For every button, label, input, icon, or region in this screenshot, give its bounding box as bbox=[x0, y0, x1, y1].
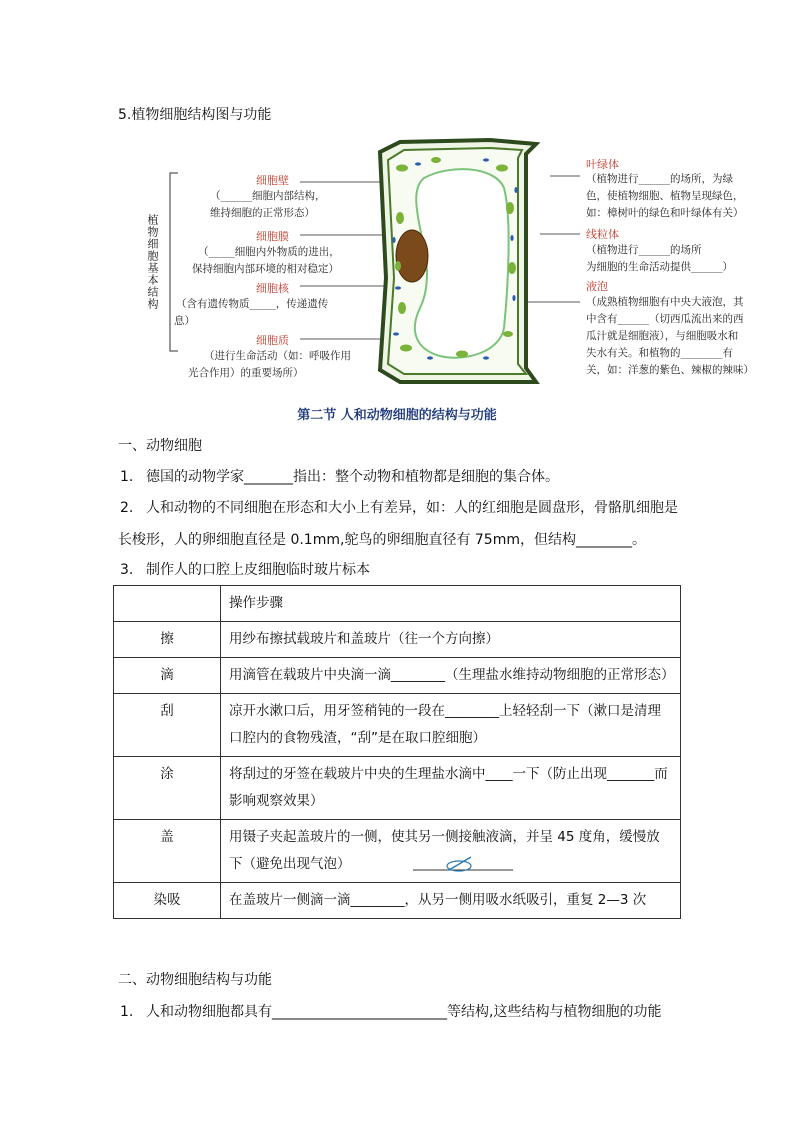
step-name: 染吸 bbox=[114, 883, 221, 919]
desc-cell-wall-1: （______细胞内部结构， bbox=[210, 190, 326, 202]
step-desc: 将刮过的牙签在载玻片中央的生理盐水滴中____一下（防止出现_______而影响观察效果） bbox=[221, 757, 681, 820]
table-header-cell bbox=[114, 586, 221, 622]
step-name: 涂 bbox=[114, 757, 221, 820]
vertical-label: 植物细胞基本结构 bbox=[146, 214, 159, 310]
desc-chloroplast-3: 如：樟树叶的绿色和叶绿体有关） bbox=[586, 207, 744, 219]
table-row bbox=[114, 757, 681, 820]
label-cell-membrane: 细胞膜 bbox=[256, 230, 289, 243]
desc-cell-wall-2: 维持细胞的正常形态） bbox=[210, 207, 315, 219]
desc-mitochondria-2: 为细胞的生命活动提供______） bbox=[586, 261, 733, 273]
desc-vacuole-4: 失水有关。和植物的________有 bbox=[586, 347, 733, 359]
step-desc-cell bbox=[221, 820, 681, 883]
desc-vacuole-1: （成熟植物细胞有中央大液泡，其 bbox=[586, 296, 744, 308]
step-name: 擦 bbox=[114, 622, 221, 658]
item-1-num: 1. bbox=[120, 469, 134, 485]
step-desc: 在盖玻片一侧滴一滴________，从另一侧用吸水纸吸引，重复 2—3 次 bbox=[221, 883, 681, 919]
table-row bbox=[114, 820, 681, 883]
desc-cytoplasm-2: 光合作用）的重要场所） bbox=[188, 367, 304, 379]
desc-chloroplast-1: （植物进行______的场所，为绿 bbox=[586, 173, 733, 185]
desc-membrane-1: （_____细胞内外物质的进出， bbox=[198, 246, 340, 258]
procedure-table bbox=[113, 585, 681, 919]
table-row bbox=[114, 658, 681, 694]
desc-mitochondria-1: （植物进行______的场所 bbox=[586, 244, 702, 256]
item-2-text: 人和动物的不同细胞在形态和大小上有差异，如：人的红细胞是圆盘形，骨骼肌细胞是 bbox=[146, 500, 678, 516]
desc-vacuole-3: 瓜汁就是细胞液），与细胞吸水和 bbox=[586, 330, 739, 342]
section-title: 第二节 人和动物细胞的结构与功能 bbox=[297, 408, 497, 423]
part2-item-num: 1. bbox=[120, 1004, 134, 1020]
item-2-num: 2. bbox=[120, 500, 134, 516]
coverslip-sketch-icon bbox=[409, 854, 519, 874]
part2-title: 二、动物细胞结构与功能 bbox=[118, 972, 272, 988]
desc-nucleus-1: （含有遗传物质_____，传递遗传 bbox=[176, 298, 329, 310]
table-row bbox=[114, 694, 681, 757]
step-desc: 凉开水漱口后，用牙签稍钝的一段在________上轻轻刮一下（漱口是清理口腔内的食物残渣，“刮”是在取口腔细胞） bbox=[221, 694, 681, 757]
desc-vacuole-2: 中含有______（切西瓜流出来的西 bbox=[586, 313, 744, 325]
step-desc: 用滴管在载玻片中央滴一滴________（生理盐水维持动物细胞的正常形态） bbox=[221, 658, 681, 694]
label-chloroplast: 叶绿体 bbox=[586, 158, 619, 171]
plant-cell-heading: 5.植物细胞结构图与功能 bbox=[118, 107, 272, 123]
table-row bbox=[114, 883, 681, 919]
step-name: 滴 bbox=[114, 658, 221, 694]
label-mitochondria: 线粒体 bbox=[586, 228, 619, 241]
part2-item-text: 人和动物细胞都具有_________________________等结构,这些结构与植物细胞的功能 bbox=[146, 1004, 662, 1020]
desc-membrane-2: 保持细胞内部环境的相对稳定） bbox=[192, 263, 339, 275]
table-header-cell: 操作步骤 bbox=[221, 586, 681, 622]
desc-vacuole-5: 关，如：洋葱的紫色、辣椒的辣味） bbox=[586, 364, 754, 376]
table-row bbox=[114, 622, 681, 658]
step-name: 盖 bbox=[114, 820, 221, 883]
desc-nucleus-2: 息） bbox=[174, 315, 195, 327]
label-cytoplasm: 细胞质 bbox=[256, 334, 289, 347]
item-2-text-cont: 长梭形，人的卵细胞直径是 0.1mm,鸵鸟的卵细胞直径有 75mm，但结构________。 bbox=[118, 532, 646, 548]
desc-cytoplasm-1: （进行生命活动（如：呼吸作用 bbox=[204, 350, 351, 362]
step-desc: 用镊子夹起盖玻片的一侧，使其另一侧接触液滴，并呈 45 度角，缓慢放下（避免出现气泡） bbox=[229, 829, 660, 872]
label-cell-wall: 细胞壁 bbox=[256, 174, 289, 187]
step-desc: 用纱布擦拭载玻片和盖玻片（往一个方向擦） bbox=[221, 622, 681, 658]
part1-title: 一、动物细胞 bbox=[118, 438, 202, 454]
step-name: 刮 bbox=[114, 694, 221, 757]
table-header-row bbox=[114, 586, 681, 622]
plant-cell-diagram bbox=[140, 138, 770, 388]
label-nucleus: 细胞核 bbox=[256, 282, 289, 295]
item-3-text: 制作人的口腔上皮细胞临时玻片标本 bbox=[146, 562, 370, 578]
label-vacuole: 液泡 bbox=[586, 280, 608, 293]
item-1-text: 德国的动物学家_______指出：整个动物和植物都是细胞的集合体。 bbox=[146, 469, 559, 485]
item-3-num: 3. bbox=[120, 562, 134, 578]
desc-chloroplast-2: 色，使植物细胞、植物呈现绿色， bbox=[586, 190, 744, 202]
